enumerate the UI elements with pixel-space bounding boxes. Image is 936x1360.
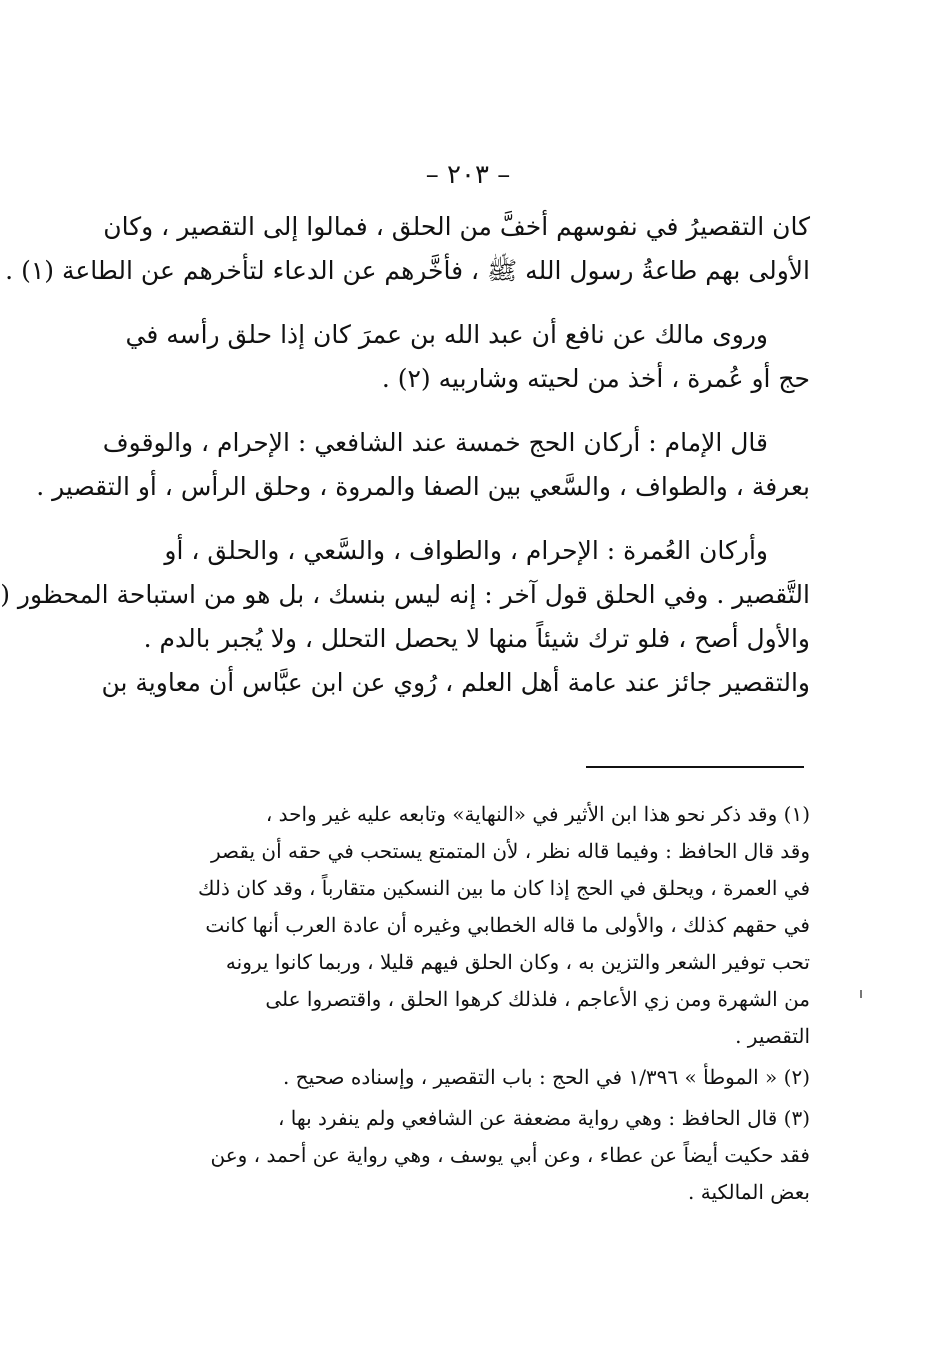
text-line: وأركان العُمرة : الإحرام ، والطواف ، والسَّعي ، والحلق ، أو [164, 536, 768, 565]
footnote-2 [150, 1059, 810, 1096]
footnote-line: وقد قال الحافظ : وفيما قاله نظر ، لأن المتمتع يستحب في حقه أن يقصر [210, 839, 810, 863]
text-line: الأولى بهم طاعةُ رسول الله ﷺ ، فأخَّرهم عن الدعاء لتأخرهم عن الطاعة (١) . [5, 256, 810, 285]
text-line: والتقصير جائز عند عامة أهل العلم ، رُوي عن ابن عبَّاس أن معاوية بن [101, 668, 810, 697]
footnote-1 [150, 796, 810, 1055]
text-line: كان التقصيرُ في نفوسهم أخفَّ من الحلق ، فمالوا إلى التقصير ، وكان [103, 212, 810, 241]
footnote-line: في حقهم كذلك ، والأولى ما قاله الخطابي وغيره أن عادة العرب أنها كانت [205, 913, 810, 937]
text-line: وروى مالك عن نافع أن عبد الله بن عمرَ كان إذا حلق رأسه في [125, 320, 768, 349]
text-line: والأول أصح ، فلو ترك شيئاً منها لا يحصل التحلل ، ولا يُجبر بالدم . [143, 624, 810, 653]
text-line: حج أو عُمرة ، أخذ من لحيته وشاربيه (٢) . [381, 364, 810, 393]
footnote-line: (١) وقد ذكر نحو هذا ابن الأثير في «النهاية» وتابعه عليه غير واحد ، [265, 802, 810, 826]
footnote-line: من الشهرة ومن زي الأعاجم ، فلذلك كرهوا الحلق ، واقتصروا على [265, 987, 810, 1011]
footnotes [150, 796, 810, 1211]
footnote-line: بعض المالكية . [688, 1180, 810, 1204]
footnote-line: في العمرة ، ويحلق في الحج إذا كان ما بين النسكين متقارباً ، وقد كان ذلك [198, 876, 810, 900]
scan-speck [860, 990, 862, 998]
footnote-3 [150, 1100, 810, 1211]
paragraph-2 [125, 313, 810, 401]
page-number: – ٢٠٣ – [425, 160, 511, 190]
footnote-line: (٣) قال الحافظ : وهي رواية مضعفة عن الشافعي ولم ينفرد بها ، [277, 1106, 810, 1130]
paragraph-4 [0, 529, 810, 705]
text-line: بعرفة ، والطواف ، والسَّعي بين الصفا والمروة ، وحلق الرأس ، أو التقصير . [36, 472, 810, 501]
main-text [0, 205, 810, 705]
footnote-line: التقصير . [735, 1024, 810, 1048]
footnote-separator [586, 766, 804, 768]
text-line: التَّقصير . وفي الحلق قول آخر : إنه ليس بنسك ، بل هو من استباحة المحظور ( [0, 580, 810, 609]
footnote-line: فقد حكيت أيضاً عن عطاء ، وعن أبي يوسف ، وهي رواية عن أحمد ، وعن [210, 1143, 810, 1167]
text-line: قال الإمام : أركان الحج خمسة عند الشافعي : الإحرام ، والوقوف [102, 428, 768, 457]
paragraph-1 [5, 205, 810, 293]
footnote-line: (٢) « الموطأ » ١/٣٩٦ في الحج : باب التقصير ، وإسناده صحيح . [282, 1065, 810, 1089]
paragraph-3 [36, 421, 810, 509]
footnote-line: تحب توفير الشعر والتزين به ، وكان الحلق فيهم قليلا ، وربما كانوا يرونه [225, 950, 810, 974]
